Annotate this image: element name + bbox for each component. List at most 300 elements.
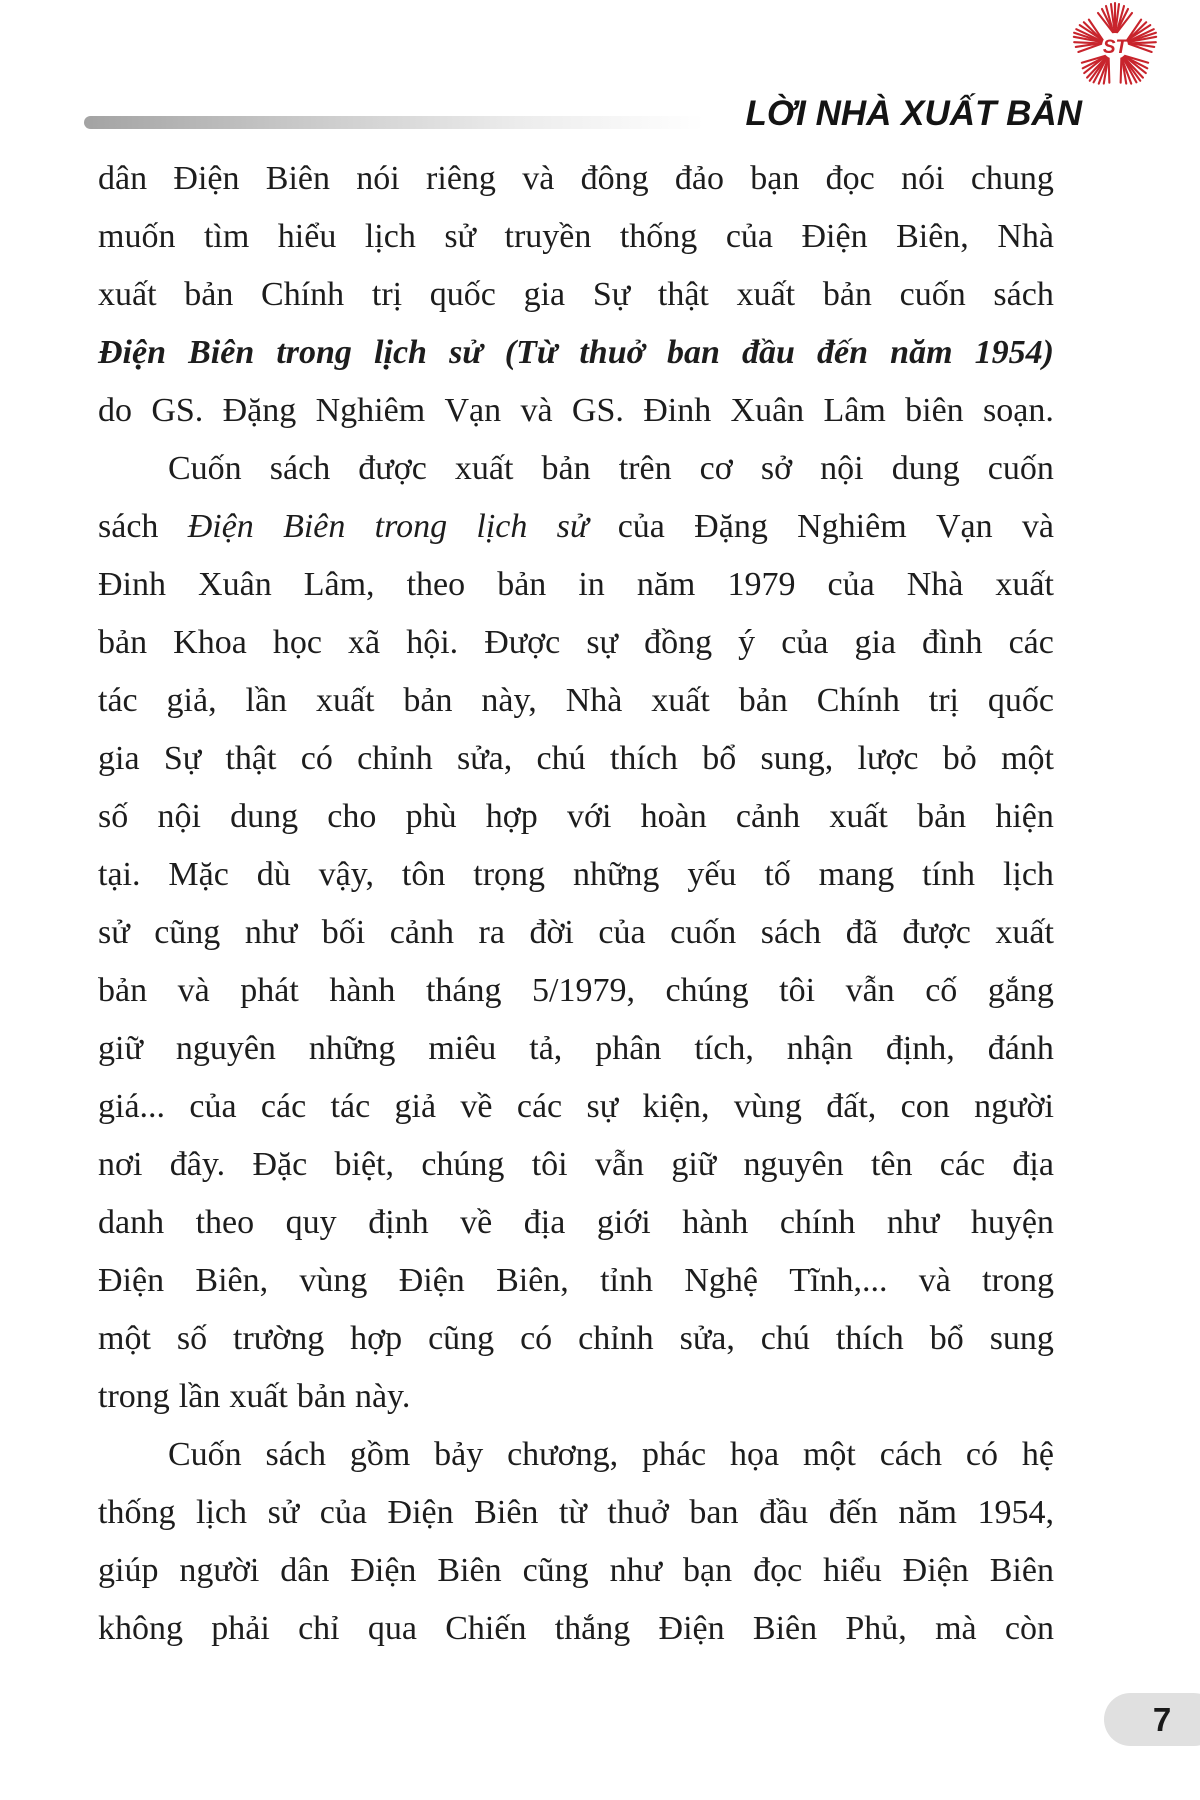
word: thuở bbox=[579, 334, 645, 371]
word: đánh bbox=[987, 1030, 1054, 1067]
word: giới bbox=[596, 1204, 651, 1241]
word: tác bbox=[330, 1088, 371, 1125]
word: họa bbox=[730, 1436, 780, 1473]
word: Nghiêm bbox=[797, 508, 907, 545]
word: sử bbox=[98, 914, 130, 951]
word: nội bbox=[820, 450, 864, 487]
word: 1979 bbox=[727, 566, 796, 603]
word: sách bbox=[760, 914, 822, 951]
word: như bbox=[609, 1552, 663, 1589]
word: và bbox=[1021, 508, 1054, 545]
word: Điện bbox=[350, 1552, 417, 1589]
word: bản bbox=[98, 972, 148, 1009]
word: thích bbox=[835, 1320, 904, 1357]
word: Chiến bbox=[445, 1610, 527, 1647]
word: đến bbox=[828, 1494, 878, 1531]
word: năm bbox=[890, 334, 953, 371]
word: Nghiêm bbox=[315, 392, 426, 429]
word: bản bbox=[822, 276, 872, 313]
word: sung bbox=[989, 1320, 1054, 1357]
word: hiểu bbox=[277, 218, 337, 255]
word: sách bbox=[269, 450, 331, 487]
word: 5/1979, bbox=[532, 972, 635, 1009]
word: sách bbox=[993, 276, 1054, 313]
text-line bbox=[98, 1426, 1054, 1484]
word: Biên bbox=[265, 160, 330, 197]
word: Biên bbox=[283, 508, 346, 545]
word: phát bbox=[240, 972, 299, 1009]
word: phác bbox=[641, 1436, 707, 1473]
page-number: 7 bbox=[1152, 1700, 1172, 1738]
text-line bbox=[98, 1310, 1054, 1368]
word: đầu bbox=[742, 334, 795, 371]
word: xuất bbox=[829, 798, 888, 835]
logo-monogram: ST bbox=[1102, 37, 1128, 58]
word: Chính bbox=[261, 276, 345, 313]
word: Đặng bbox=[222, 392, 297, 429]
word: xuất bbox=[995, 914, 1054, 951]
word: Chính bbox=[816, 682, 900, 719]
word: thật bbox=[225, 740, 277, 777]
word: lịch bbox=[1002, 856, 1054, 893]
word: được bbox=[358, 450, 427, 487]
word: Nhà bbox=[565, 682, 623, 719]
word: Vạn bbox=[444, 392, 502, 429]
word: do bbox=[98, 392, 132, 429]
word: Xuân bbox=[198, 566, 272, 603]
word: các bbox=[260, 1088, 307, 1125]
word: của bbox=[617, 508, 665, 545]
word: này, bbox=[481, 682, 537, 719]
word: bản bbox=[917, 798, 967, 835]
word: tích, bbox=[694, 1030, 754, 1067]
word: về bbox=[460, 1088, 493, 1125]
word: những bbox=[572, 856, 660, 893]
word: in bbox=[578, 566, 605, 603]
word: trong bbox=[374, 508, 448, 545]
word: tôn bbox=[401, 856, 446, 893]
word: hiểu bbox=[823, 1552, 882, 1589]
text-line bbox=[98, 1020, 1054, 1078]
word: của bbox=[725, 218, 773, 255]
page-title: LỜI NHÀ XUẤT BẢN bbox=[745, 94, 1082, 133]
word: nhận bbox=[786, 1030, 853, 1067]
word: trong bbox=[98, 1378, 170, 1415]
word: dân bbox=[98, 160, 148, 197]
word: trường bbox=[233, 1320, 325, 1357]
word: về bbox=[460, 1204, 493, 1241]
word: quy bbox=[285, 1204, 337, 1241]
word: năm bbox=[636, 566, 696, 603]
word: chính bbox=[779, 1204, 856, 1241]
word: và bbox=[918, 1262, 951, 1299]
word: bản bbox=[98, 624, 148, 661]
text-line bbox=[98, 904, 1054, 962]
word: thuở bbox=[607, 1494, 669, 1531]
word: gia bbox=[98, 740, 140, 777]
word: xuất bbox=[454, 450, 514, 487]
word: chỉnh bbox=[357, 740, 433, 777]
header-rule bbox=[84, 116, 704, 129]
word: sửa, bbox=[679, 1320, 735, 1357]
word: xuất bbox=[229, 1378, 288, 1415]
word: bản bbox=[497, 566, 547, 603]
word: bản bbox=[738, 682, 788, 719]
word: Nghệ bbox=[684, 1262, 758, 1299]
word: xuất bbox=[995, 566, 1054, 603]
word: số bbox=[98, 798, 129, 835]
word: đọc bbox=[753, 1552, 803, 1589]
word: đây. bbox=[169, 1146, 226, 1183]
word: cảnh bbox=[735, 798, 801, 835]
word: phải bbox=[211, 1610, 270, 1647]
word: có bbox=[520, 1320, 553, 1357]
word: một bbox=[1001, 740, 1054, 777]
word: hoàn bbox=[640, 798, 707, 835]
word: bản bbox=[541, 450, 591, 487]
word: bạn bbox=[683, 1552, 733, 1589]
word: đã bbox=[845, 914, 878, 951]
word: chỉ bbox=[298, 1610, 340, 1647]
word: dù bbox=[256, 856, 291, 893]
word: Vạn bbox=[935, 508, 993, 545]
word: cảnh bbox=[389, 914, 454, 951]
word: năm bbox=[898, 1494, 957, 1531]
word: tố bbox=[764, 856, 791, 893]
text-line bbox=[98, 440, 1054, 498]
word: chương, bbox=[507, 1436, 619, 1473]
word: sửa, bbox=[457, 740, 513, 777]
word: truyền bbox=[504, 218, 592, 255]
text-line bbox=[98, 266, 1054, 324]
word: (Từ bbox=[504, 334, 558, 371]
word: đình bbox=[922, 624, 983, 661]
word: đảo bbox=[674, 160, 724, 197]
word: gia bbox=[854, 624, 896, 661]
word: một bbox=[98, 1320, 151, 1357]
text-line bbox=[98, 382, 1054, 440]
word: hợp bbox=[350, 1320, 403, 1357]
word: hệ bbox=[1021, 1436, 1054, 1473]
word: đông bbox=[580, 160, 649, 197]
word: nói bbox=[356, 160, 400, 197]
word: Đinh bbox=[643, 392, 712, 429]
text-line bbox=[98, 1136, 1054, 1194]
word: xuất bbox=[98, 276, 157, 313]
word: ban bbox=[689, 1494, 739, 1531]
word: Phủ, bbox=[845, 1610, 907, 1647]
word: đầu bbox=[759, 1494, 809, 1531]
word: hiện bbox=[995, 798, 1054, 835]
word: Cuốn bbox=[168, 1436, 242, 1473]
text-line bbox=[98, 730, 1054, 788]
word: Biên bbox=[188, 334, 255, 371]
word: Tĩnh,... bbox=[789, 1262, 888, 1299]
word: Được bbox=[484, 624, 561, 661]
word: thắng bbox=[554, 1610, 631, 1647]
word: vậy, bbox=[318, 856, 375, 893]
word: hành bbox=[329, 972, 396, 1009]
word: bản bbox=[403, 682, 453, 719]
word: trọng bbox=[473, 856, 546, 893]
word: phân bbox=[595, 1030, 662, 1067]
word: và bbox=[177, 972, 210, 1009]
word: Điện bbox=[387, 1494, 454, 1531]
word: học bbox=[272, 624, 322, 661]
word: ý bbox=[738, 624, 756, 661]
text-line bbox=[98, 1600, 1054, 1658]
word: những bbox=[308, 1030, 396, 1067]
text-line bbox=[98, 324, 1054, 382]
word: huyện bbox=[970, 1204, 1054, 1241]
word: Khoa bbox=[173, 624, 247, 661]
text-line bbox=[98, 672, 1054, 730]
word: tính bbox=[922, 856, 976, 893]
text-line bbox=[98, 1252, 1054, 1310]
word: Điện bbox=[98, 1262, 165, 1299]
word: ban bbox=[666, 334, 720, 371]
word: cũng bbox=[428, 1320, 495, 1357]
word: biệt, bbox=[334, 1146, 394, 1183]
word: chú bbox=[760, 1320, 810, 1357]
word: tôi bbox=[779, 972, 816, 1009]
page-number-badge bbox=[1104, 1693, 1200, 1746]
word: vùng bbox=[299, 1262, 368, 1299]
word: Biên bbox=[752, 1610, 818, 1647]
word: của bbox=[827, 566, 875, 603]
word: lần bbox=[245, 682, 288, 719]
word: với bbox=[566, 798, 612, 835]
word: nơi bbox=[98, 1146, 143, 1183]
word: địa bbox=[1012, 1146, 1054, 1183]
word: Cuốn bbox=[168, 450, 242, 487]
word: theo bbox=[195, 1204, 255, 1241]
word: chú bbox=[536, 740, 586, 777]
word: muốn bbox=[98, 218, 176, 255]
word: sử bbox=[449, 334, 483, 371]
word: lược bbox=[857, 740, 919, 777]
word: lịch bbox=[374, 334, 427, 371]
word: dân bbox=[280, 1552, 330, 1589]
text-line bbox=[98, 1484, 1054, 1542]
word: này. bbox=[354, 1378, 411, 1415]
word: Điện bbox=[187, 508, 254, 545]
word: hành bbox=[682, 1204, 749, 1241]
word: số bbox=[176, 1320, 208, 1357]
word: có bbox=[300, 740, 333, 777]
word: các bbox=[1008, 624, 1054, 661]
word: Điện bbox=[98, 334, 166, 371]
word: đồng bbox=[644, 624, 713, 661]
word: riêng bbox=[426, 160, 496, 197]
word: bổ bbox=[929, 1320, 964, 1357]
word: cho bbox=[327, 798, 377, 835]
word: thống bbox=[98, 1494, 176, 1531]
word: hội. bbox=[406, 624, 459, 661]
word: không bbox=[98, 1610, 183, 1647]
word: sở bbox=[760, 450, 793, 487]
text-line bbox=[98, 150, 1054, 208]
word: vẫn bbox=[594, 1146, 645, 1183]
word: chung bbox=[970, 160, 1054, 197]
word: xuất bbox=[651, 682, 710, 719]
word: cố bbox=[925, 972, 958, 1009]
word: gồm bbox=[349, 1436, 411, 1473]
word: tỉnh bbox=[600, 1262, 654, 1299]
word: qua bbox=[367, 1610, 417, 1647]
word: được bbox=[902, 914, 971, 951]
word: và bbox=[520, 392, 553, 429]
word: tác bbox=[98, 682, 138, 719]
word: Điện bbox=[398, 1262, 465, 1299]
word: Đinh bbox=[98, 566, 166, 603]
word: biên bbox=[905, 392, 964, 429]
word: hợp bbox=[485, 798, 538, 835]
word: Mặc bbox=[168, 856, 229, 893]
text-line bbox=[98, 1194, 1054, 1252]
word: dung bbox=[891, 450, 960, 487]
word: vùng bbox=[733, 1088, 802, 1125]
word: tìm bbox=[203, 218, 250, 255]
word: một bbox=[802, 1436, 856, 1473]
word: bỏ bbox=[942, 740, 977, 777]
word: xuất bbox=[736, 276, 796, 313]
word: Biên, bbox=[896, 218, 969, 255]
text-line bbox=[98, 1368, 1054, 1426]
word: Điện bbox=[173, 160, 240, 197]
word: Biên bbox=[437, 1552, 502, 1589]
word: nội bbox=[157, 798, 201, 835]
word: của bbox=[598, 914, 646, 951]
word: như bbox=[886, 1204, 940, 1241]
word: Nhà bbox=[997, 218, 1054, 255]
word: kiện, bbox=[642, 1088, 710, 1125]
word: của bbox=[781, 624, 829, 661]
word: quốc bbox=[429, 276, 496, 313]
word: Sự bbox=[163, 740, 202, 777]
word: giữ bbox=[671, 1146, 717, 1183]
word: cũng bbox=[522, 1552, 589, 1589]
word: cách bbox=[879, 1436, 942, 1473]
word: lịch bbox=[364, 218, 416, 255]
word: bảy bbox=[434, 1436, 484, 1473]
word: cơ bbox=[699, 450, 733, 487]
word: giúp bbox=[98, 1552, 159, 1589]
word: Đặng bbox=[694, 508, 768, 545]
word: giả, bbox=[166, 682, 217, 719]
word: Biên, bbox=[195, 1262, 269, 1299]
word: còn bbox=[1004, 1610, 1054, 1647]
word: Điện bbox=[902, 1552, 969, 1589]
text-line bbox=[98, 962, 1054, 1020]
word: bối bbox=[321, 914, 366, 951]
word: lịch bbox=[476, 508, 528, 545]
word: sách bbox=[265, 1436, 326, 1473]
word: và bbox=[522, 160, 555, 197]
word: Nhà bbox=[906, 566, 964, 603]
word: người bbox=[974, 1088, 1054, 1125]
publisher-logo-icon bbox=[1069, 0, 1161, 92]
word: đất, bbox=[826, 1088, 877, 1125]
word: định, bbox=[885, 1030, 955, 1067]
word: chỉnh bbox=[578, 1320, 654, 1357]
word: ra bbox=[478, 914, 505, 951]
word: quốc bbox=[987, 682, 1054, 719]
word: tại. bbox=[98, 856, 141, 893]
word: mang bbox=[818, 856, 895, 893]
word: sự bbox=[586, 1088, 619, 1125]
word: nguyên bbox=[743, 1146, 844, 1183]
word: trị bbox=[928, 682, 959, 719]
word: địa bbox=[523, 1204, 566, 1241]
word: phù bbox=[405, 798, 457, 835]
word: xã bbox=[348, 624, 381, 661]
word: Điện bbox=[801, 218, 868, 255]
word: sử bbox=[556, 508, 589, 545]
word: trong bbox=[276, 334, 352, 371]
word: giữ bbox=[98, 1030, 143, 1067]
word: sung, bbox=[760, 740, 834, 777]
word: nói bbox=[901, 160, 945, 197]
text-line bbox=[98, 614, 1054, 672]
word: người bbox=[179, 1552, 260, 1589]
word: trị bbox=[371, 276, 403, 313]
word: các bbox=[516, 1088, 563, 1125]
word: đời bbox=[529, 914, 574, 951]
word: soạn. bbox=[983, 392, 1054, 429]
word: GS. bbox=[571, 392, 624, 429]
word: yếu bbox=[687, 856, 737, 893]
word: sử bbox=[267, 1494, 300, 1531]
word: Đặc bbox=[252, 1146, 308, 1183]
word: Biên bbox=[989, 1552, 1054, 1589]
word: chúng bbox=[665, 972, 749, 1009]
word: nguyên bbox=[175, 1030, 276, 1067]
word: cuốn bbox=[987, 450, 1054, 487]
word: sự bbox=[586, 624, 618, 661]
word: sử bbox=[444, 218, 476, 255]
word: thống bbox=[619, 218, 698, 255]
word: có bbox=[965, 1436, 998, 1473]
word: con bbox=[900, 1088, 950, 1125]
text-line bbox=[98, 1542, 1054, 1600]
word: chúng bbox=[421, 1146, 505, 1183]
word: từ bbox=[558, 1494, 587, 1531]
word: giá... bbox=[98, 1088, 166, 1125]
word: bản bbox=[296, 1378, 346, 1415]
word: đến bbox=[817, 334, 869, 371]
word: giả bbox=[394, 1088, 437, 1125]
word: tả, bbox=[529, 1030, 563, 1067]
word: GS. bbox=[151, 392, 204, 429]
text-line bbox=[98, 788, 1054, 846]
word: Lâm bbox=[823, 392, 886, 429]
word: thật bbox=[657, 276, 709, 313]
word: vẫn bbox=[845, 972, 895, 1009]
word: lịch bbox=[196, 1494, 247, 1531]
word: miêu bbox=[428, 1030, 497, 1067]
word: 1954) bbox=[974, 334, 1054, 371]
word: gia bbox=[523, 276, 566, 313]
word: Điện bbox=[658, 1610, 725, 1647]
word: Biên bbox=[474, 1494, 539, 1531]
body-text bbox=[98, 150, 1054, 1658]
word: xuất bbox=[315, 682, 375, 719]
word: Lâm, bbox=[303, 566, 375, 603]
word: dung bbox=[230, 798, 299, 835]
word: tôi bbox=[531, 1146, 568, 1183]
word: danh bbox=[98, 1204, 165, 1241]
